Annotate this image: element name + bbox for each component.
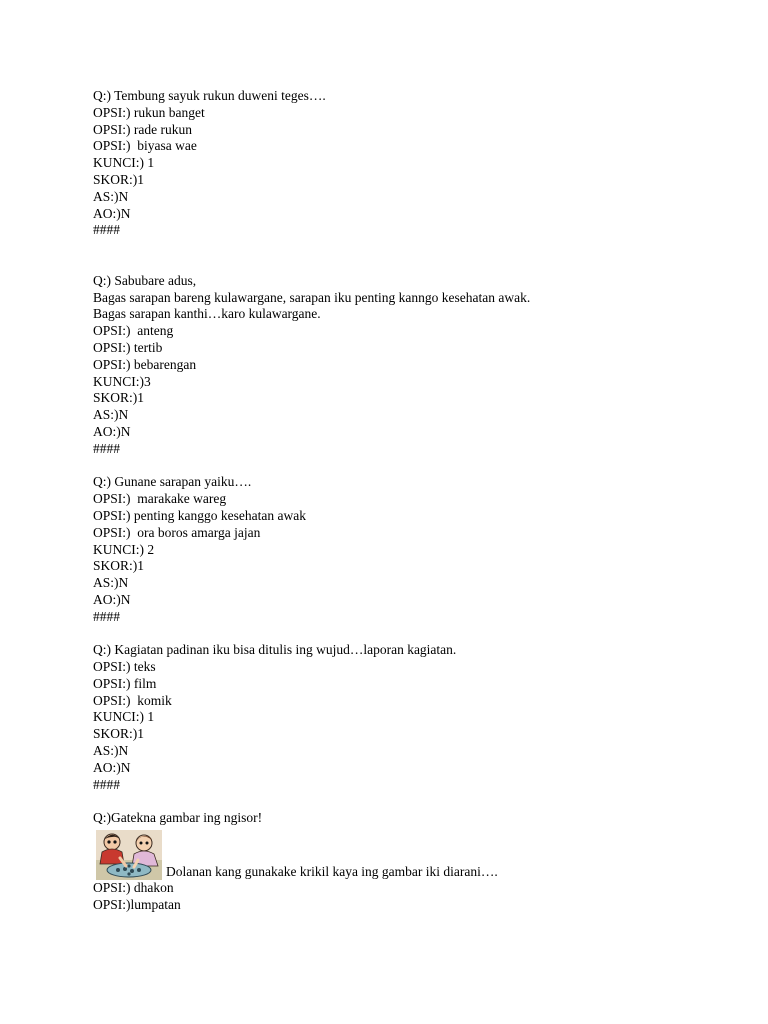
option-3: OPSI:) komik	[93, 692, 172, 708]
ao-field: AO:)N	[93, 759, 131, 775]
answer-key: KUNCI:)3	[93, 373, 151, 389]
option-2: OPSI:) penting kanggo kesehatan awak	[93, 507, 306, 523]
children-playing-illustration	[96, 830, 162, 880]
score: SKOR:)1	[93, 171, 145, 187]
separator: ####	[93, 440, 120, 456]
question-text-line-3: Bagas sarapan kanthi…karo kulawargane.	[93, 306, 321, 322]
question-text-line-2: Bagas sarapan bareng kulawargane, sarapan iku penting kanngo kesehatan awak.	[93, 289, 531, 305]
option-1: OPSI:) rukun banget	[93, 104, 205, 120]
separator: ####	[93, 222, 120, 238]
ao-field: AO:)N	[93, 205, 131, 221]
question-block-3	[93, 474, 733, 625]
as-field: AS:)N	[93, 743, 129, 759]
answer-key: KUNCI:) 1	[93, 155, 155, 171]
question-text: Q:)Gatekna gambar ing ngisor!	[93, 810, 263, 826]
as-field: AS:)N	[93, 188, 129, 204]
as-field: AS:)N	[93, 407, 129, 423]
score: SKOR:)1	[93, 390, 145, 406]
ao-field: AO:)N	[93, 423, 131, 439]
question-text: Q:) Sabubare adus,	[93, 272, 197, 288]
answer-key: KUNCI:) 2	[93, 541, 155, 557]
question-text: Q:) Kagiatan padinan iku bisa ditulis ing wujud…laporan kagiatan.	[93, 642, 457, 658]
option-1: OPSI:) marakake wareg	[93, 491, 227, 507]
score: SKOR:)1	[93, 726, 145, 742]
option-3: OPSI:) ora boros amarga jajan	[93, 524, 261, 540]
document-page	[93, 88, 733, 914]
question-block-4	[93, 642, 733, 793]
as-field: AS:)N	[93, 575, 129, 591]
question-text: Q:) Tembung sayuk rukun duweni teges….	[93, 88, 326, 103]
option-1: OPSI:) teks	[93, 659, 156, 675]
answer-key: KUNCI:) 1	[93, 709, 155, 725]
score: SKOR:)1	[93, 558, 145, 574]
option-1: OPSI:) anteng	[93, 323, 174, 339]
question-text: Q:) Gunane sarapan yaiku….	[93, 474, 252, 490]
option-2: OPSI:)lumpatan	[93, 896, 181, 912]
question-text-after-image: Dolanan kang gunakake krikil kaya ing gambar iki diarani….	[166, 864, 498, 880]
separator: ####	[93, 776, 120, 792]
option-3: OPSI:) bebarengan	[93, 356, 197, 372]
separator: ####	[93, 608, 120, 624]
option-2: OPSI:) rade rukun	[93, 121, 192, 137]
question-block-2	[93, 273, 733, 458]
option-2: OPSI:) tertib	[93, 339, 163, 355]
option-1: OPSI:) dhakon	[93, 880, 174, 896]
option-3: OPSI:) biyasa wae	[93, 138, 197, 154]
question-image-row	[93, 828, 733, 880]
option-2: OPSI:) film	[93, 675, 157, 691]
ao-field: AO:)N	[93, 591, 131, 607]
question-block-5	[93, 810, 733, 913]
question-block-1	[93, 88, 733, 239]
